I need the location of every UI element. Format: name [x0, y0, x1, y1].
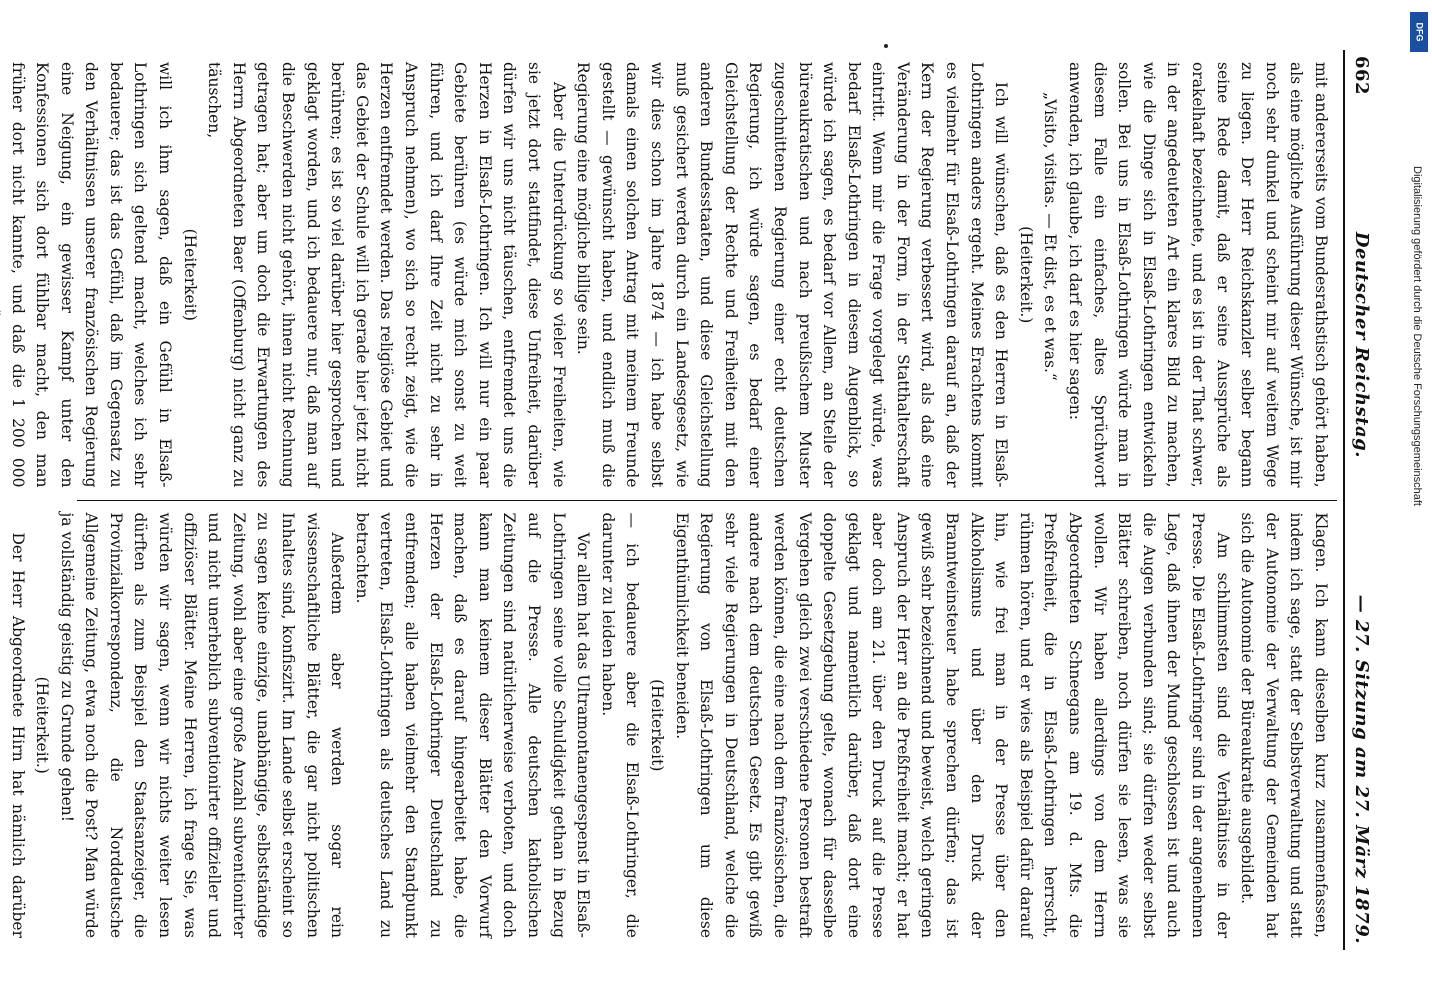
rotated-page — [8, 20, 1386, 980]
paragraph: (Heiterkeit) — [180, 228, 199, 321]
paragraph: will ich ihm sagen, daß ein Gefühl in Elsaß-Lothringen sich geltend macht, welches ich sehr bedauere; das ist das Gefühl, daß im Gegensatz zu den Verhältnissen unserer französischen Regierung eine Neigung, ein gewisser Kampf unter den Konfessionen sich dort fühlbar macht, den man früher dort nicht kannte, und daß die 1 200 000 — [8, 62, 175, 488]
paragraph: (Heiterkeit) — [647, 679, 666, 772]
paragraph: Vor allem hat das Ultramontanengespenst in Elsaß-Lothringen seine volle Schuldigkeit gethan in Bezug auf die Presse. Alle deutschen katholischen Zeitungen sind natürlicherweise verboten, und doch kann man keinem dieser Blätter den Vorwurf machen, daß es darauf hingearbeitet habe, die Herzen der Elsaß-Lothringer Deutschland zu entfremden; alle haben vielmehr den Standpunkt vertreten, Elsaß-Lothringen als deutsches Land zu betrachten. — [352, 512, 593, 938]
left-column — [8, 50, 1337, 501]
paragraph: (Heiterkeit.) — [33, 676, 52, 774]
session-title: — 27. Sitzung am 27. März 1879. — [1351, 594, 1372, 944]
page-header — [1343, 50, 1376, 950]
paragraph: Klagen. Ich kann dieselben kurz zusammenfassen, indem ich sage, statt der Selbstverwaltung und statt der Autonomie der Verwaltung der Gemeinden hat sich die Autonomie der Büreaukratie ausgebildet. — [1238, 512, 1330, 938]
paragraph: Der Herr Abgeordnete Hirn hat nämlich darüber — [8, 532, 27, 938]
paragraph: Außerdem aber werden sogar rein wissenschaftliche Blätter, die gar nicht politischen Inhaltes sind, konfiszirt. Im Lande selbst erscheint so zu sagen keine einzige, unabhängige, selbstständige Zeitung, wohl aber eine große Anzahl subventionirter und nicht unerheblich subventionirter offizieller und offiziöser Blätter. Meine Herren, ich frage Sie, was würden wir sagen, wenn wir nichts weiter lesen dürften als zum Beispiel den Staatsanzeiger, die Provinzialkorrespondenz, die Norddeutsche Allgemeine Zeitung, etwa noch die Post? Man würde ja vollständig geistig zu Grunde gehen! — [57, 512, 347, 938]
credit-text: Digitalisierung gefördert durch die Deutsche Forschungsgemeinschaft — [1411, 166, 1423, 506]
paragraph: — ich bedauere aber die Elsaß-Lothringer, die darunter zu leiden haben. — [598, 512, 642, 938]
paragraph: (Heiterkeit.) — [1016, 226, 1035, 324]
digitization-credit — [1404, 0, 1430, 1000]
paragraph: Ich will wünschen, daß es den Herren in Elsaß-Lothringen anders ergeht. Meines Erachtens kommt es vielmehr für Elsaß-Lothringen darauf an, daß der Kern der Regierung verbessert wird, als daß eine Veränderung in der Form, in der Statthalterschaft eintritt. Wenn mir die Frage vorgelegt würde, was bedarf Elsaß-Lothringen in diesem Augenblick, so würde ich sagen, es bedarf vor Allem, an Stelle der büreaukratischen und nach preußischem Muster zugeschnittenen Regierung einer echt deutschen Regierung, ich würde sagen, es bedarf einer Gleichstellung der Rechte und Freiheiten mit den anderen Bundesstaaten, und diese Gleichstellung muß gesichert werden durch ein Landesgesetz, wie wir dies schon im Jahre 1874 — ich habe selbst damals einen solchen Antrag mit meinem Freunde gestellt — gewünscht haben, und endlich muß die Regierung eine mögliche billige sein. — [574, 62, 1011, 488]
paragraph: Aber die Unterdrückung so vieler Freiheiten, wie sie jetzt dort stattfindet, diese Unfreiheit, darüber dürfen wir uns nicht täuschen, entfremdet uns die Herzen in Elsaß-Lothringen. Ich will nur ein paar Gebiete berühren (es würde mich sonst zu weit führen, und ich darf Ihre Zeit nicht zu sehr in Anspruch nehmen), wo sich so recht zeigt, wie die Herzen entfremdet werden. Das religiöse Gebiet und das Gebiet der Schule will ich gerade hier jetzt nicht berühren; es ist so viel darüber hier gesprochen und geklagt worden, und ich bedauere nur, daß man auf die Beschwerden nicht gehört, ihnen nicht Rechnung getragen hat; aber um doch die Erwartungen des Herrn Abgeordneten Baer (Offenburg) nicht ganz zu täuschen, — [205, 62, 568, 488]
speck — [884, 44, 888, 48]
paragraph: Am schlimmsten sind die Verhältnisse in der Presse. Die Elsaß-Lothringer sind in der angenehmen Lage, daß ihnen der Mund geschlossen ist und auch die Augen verbunden sind; sie dürfen weder selbst Blätter schreiben, noch dürfen sie lesen, was sie wollen. Wir haben allerdings von dem Herrn Abgeordneten Schneegans am 19. d. Mts. die Preßfreiheit, die in Elsaß-Lothringen herrscht, rühmen hören, und er wies als Beispiel dafür darauf hin, wie frei man in der Presse über den Alkoholismus und über den Druck der Branntweinsteuer habe sprechen dürfen; das ist gewiß sehr bezeichnend und beweist, welch geringen Anspruch der Herr an die Preßfreiheit macht; er hat aber doch am 21. über den Druck auf die Presse geklagt und namentlich darüber, daß dort eine doppelte Gesetzgebung gelte, wonach für dasselbe Vergehen gleich zwei verschiedene Personen bestraft werden können, die eine nach dem französischen, die andere nach dem deutschen Gesetz. Es gibt gewiß sehr viele Regierungen in Deutschland, welche die Regierung von Elsaß-Lothringen um diese Eigenthümlichkeit beneiden. — [672, 512, 1232, 938]
paragraph: mit andererseits vom Bundesrathstisch gehört haben, als eine mögliche Ausführung dieser Wünsche, ist mir noch sehr dunkel und scheint mir auf weitem Wege zu liegen. Der Herr Reichskanzler selber begann seine Rede damit, daß er seine Aussprüche als orakelhaft bezeichnete, und es ist in der That schwer, in der angedeuteten Art ein klares Bild zu machen, wie die Dinge sich in Elsaß-Lothringen entwickeln sollen. Bei uns in Elsaß-Lothringen würde man in diesem Falle ein einfaches, altes Sprüchwort anwenden, ich glaube, ich darf es hier sagen: — [1066, 62, 1330, 488]
page-number: 662 — [1351, 56, 1372, 96]
journal-title: Deutscher Reichstag. — [1351, 231, 1372, 458]
dfg-logo-text: DFG — [1414, 22, 1424, 42]
paragraph: „Visito, visitas. — Et dist, es et was.“ — [1041, 92, 1060, 381]
right-column — [8, 501, 1337, 951]
text-columns — [8, 50, 1337, 950]
